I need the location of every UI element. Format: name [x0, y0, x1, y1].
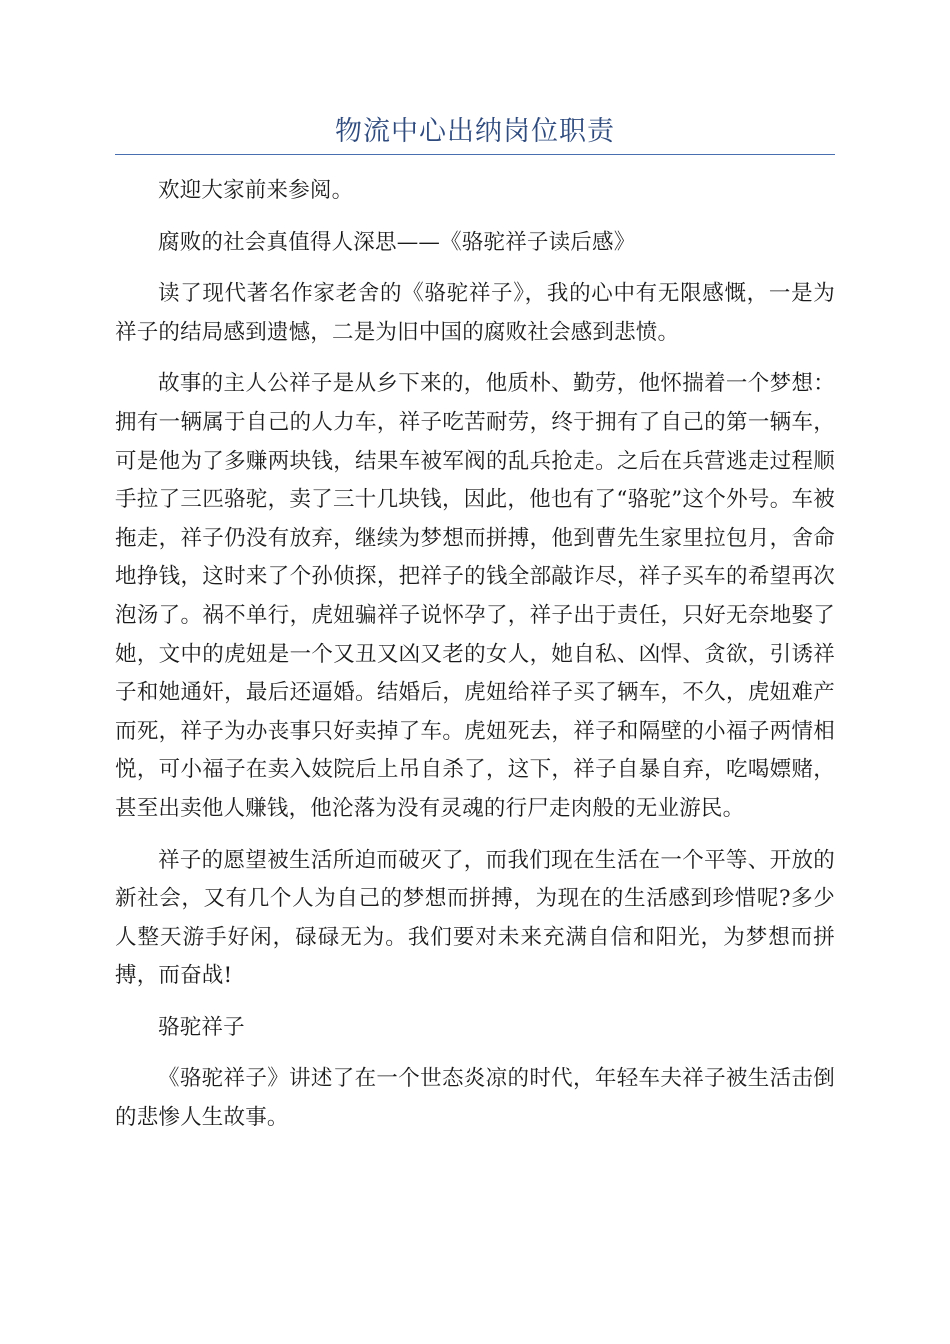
paragraph-heading-review: 腐败的社会真值得人深思——《骆驼祥子读后感》 [158, 229, 636, 255]
paragraph-intro: 读了现代著名作家老舍的《骆驼祥子》，我的心中有无限感慨，一是为祥子的结局感到遗憾，二是为旧中国的腐败社会感到悲愤。 [115, 281, 835, 345]
paragraph-story: 故事的主人公祥子是从乡下来的，他质朴、勤劳，他怀揣着一个梦想：拥有一辆属于自己的人力车，祥子吃苦耐劳，终于拥有了自己的第一辆车，可是他为了多赚两块钱，结果车被军阀的乱兵抢走。之后在兵营逃走过程顺手拉了三匹骆驼，卖了三十几块钱，因此，他也有了“骆驼”这个外号。车被拖走，祥子仍没有放弃，继续为梦想而拼搏，他到曹先生家里拉包月，舍命地挣钱，这时来了个孙侦探，把祥子的钱全部敲诈尽，祥子买车的希望再次泡汤了。祸不单行，虎妞骗祥子说怀孕了，祥子出于责任，只好无奈地娶了她，文中的虎妞是一个又丑又凶又老的女人，她自私、凶悍、贪欲，引诱祥子和她通奸，最后还逼婚。结婚后，虎妞给祥子买了辆车，不久，虎妞难产而死，祥子为办丧事只好卖掉了车。虎妞死去，祥子和隔壁的小福子两情相悦，可小福子在卖入妓院后上吊自杀了，这下，祥子自暴自弃，吃喝嫖赌，甚至出卖他人赚钱，他沦落为没有灵魂的行尸走肉般的无业游民。 [115, 371, 835, 821]
paragraph-welcome: 欢迎大家前来参阅。 [158, 178, 354, 203]
title-underline [115, 154, 835, 155]
paragraph-reflection: 祥子的愿望被生活所迫而破灭了，而我们现在生活在一个平等、开放的新社会，又有几个人为自己的梦想而拼搏，为现在的生活感到珍惜呢?多少人整天游手好闲，碌碌无为。我们要对未来充满自信和阳光，为梦想而拼搏，而奋战! [115, 847, 835, 989]
paragraph-summary: 《骆驼祥子》讲述了在一个世态炎凉的时代，年轻车夫祥子被生活击倒的悲惨人生故事。 [115, 1066, 835, 1131]
paragraph-subheading: 骆驼祥子 [158, 1014, 245, 1040]
document-title: 物流中心出纳岗位职责 [335, 116, 615, 147]
document-body [115, 172, 835, 1151]
